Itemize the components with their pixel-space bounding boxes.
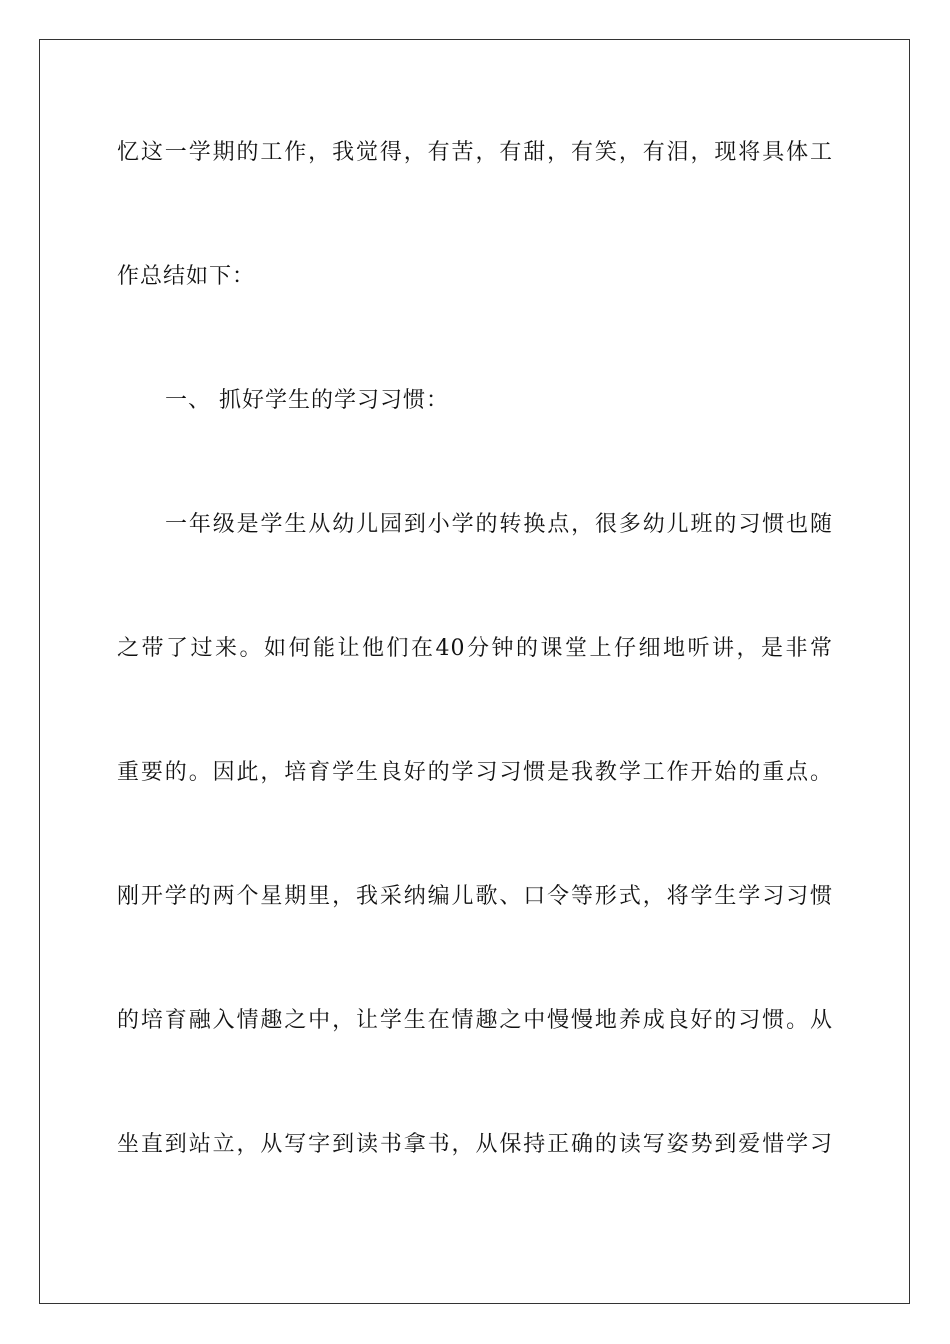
paragraph-line-4: 之带了过来。如何能让他们在40分钟的课堂上仔细地听讲，是非常 bbox=[117, 636, 833, 661]
paragraph-line-3: 一年级是学生从幼儿园到小学的转换点，很多幼儿班的习惯也随 bbox=[165, 512, 833, 537]
page-frame bbox=[39, 39, 910, 1304]
paragraph-line-2: 作总结如下： bbox=[117, 264, 256, 289]
paragraph-line-5: 重要的。因此，培育学生良好的学习习惯是我教学工作开始的重点。 bbox=[117, 760, 833, 785]
paragraph-line-8: 坐直到站立，从写字到读书拿书，从保持正确的读写姿势到爱惜学习 bbox=[117, 1132, 833, 1157]
paragraph-line-7: 的培育融入情趣之中，让学生在情趣之中慢慢地养成良好的习惯。从 bbox=[117, 1008, 833, 1033]
section-heading: 一、 抓好学生的学习习惯： bbox=[165, 388, 449, 413]
paragraph-line-1: 忆这一学期的工作，我觉得，有苦，有甜，有笑，有泪，现将具体工 bbox=[117, 140, 833, 165]
paragraph-line-6: 刚开学的两个星期里，我采纳编儿歌、口令等形式，将学生学习习惯 bbox=[117, 884, 833, 909]
